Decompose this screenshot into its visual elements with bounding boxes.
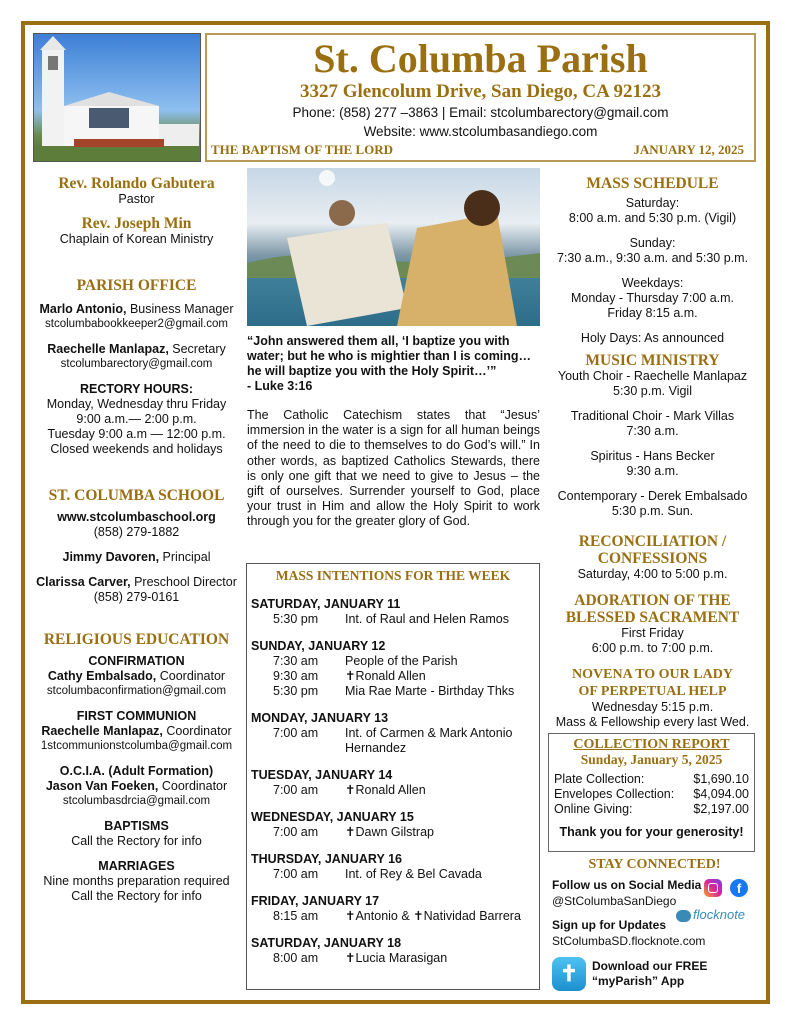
intention-time: 5:30 pm	[273, 612, 319, 626]
intention-row	[251, 951, 535, 966]
instagram-icon[interactable]	[704, 879, 722, 897]
intention-time: 8:15 am	[273, 909, 319, 923]
collection-thanks: Thank you for your generosity!	[559, 825, 744, 839]
hours-line: Closed weekends and holidays	[50, 442, 223, 456]
intention-day: THURSDAY, JANUARY 16	[251, 852, 402, 866]
schedule-line: Saturday:	[625, 196, 680, 210]
intention-time: 5:30 pm	[273, 684, 319, 698]
choir-time: 7:30 a.m.	[626, 424, 679, 438]
choir-time: 9:30 a.m.	[626, 464, 679, 478]
re-coordinator: Cathy Embalsado, Coordinator	[47, 669, 226, 683]
school-website: www.stcolumbaschool.org	[57, 510, 216, 524]
intention-row	[251, 684, 535, 699]
stay-connected-heading: STAY CONNECTED!	[588, 857, 721, 872]
pastor-role: Pastor	[118, 192, 155, 206]
app-name: “myParish” App	[592, 974, 685, 988]
collection-heading: COLLECTION REPORT	[573, 737, 730, 752]
intention-time: 7:00 am	[273, 825, 319, 839]
schedule-line: Weekdays:	[621, 276, 684, 290]
intention-time: 7:30 am	[273, 654, 319, 668]
intention-row	[251, 612, 535, 627]
principal-entry: Jimmy Davoren, Principal	[62, 550, 211, 564]
intention-text: Int. of Raul and Helen Ramos	[345, 612, 509, 626]
reconciliation-time: Saturday, 4:00 to 5:00 p.m.	[577, 567, 728, 581]
parish-name: St. Columba Parish	[313, 36, 648, 81]
app-download-label: Download our FREE	[592, 959, 708, 973]
contact-line: Phone: (858) 277 –3863 | Email: stcolumbarectory@gmail.com	[292, 105, 669, 120]
intention-time: 7:00 am	[273, 867, 319, 881]
school-phone: (858) 279-1882	[93, 525, 180, 539]
school-heading: ST. COLUMBA SCHOOL	[48, 487, 225, 504]
collection-report-box	[548, 733, 755, 852]
re-coordinator: Jason Van Foeken, Coordinator	[45, 779, 228, 793]
baptism-illustration	[247, 168, 540, 326]
right-column	[545, 175, 760, 730]
novena-heading: OF PERPETUAL HELP	[578, 684, 727, 699]
chaplain-role: Chaplain of Korean Ministry	[59, 232, 214, 246]
intention-text: ✝Dawn Gilstrap	[345, 825, 434, 839]
masthead	[205, 33, 756, 162]
re-email: stcolumbaconfirmation@gmail.com	[46, 685, 227, 697]
collection-row: Envelopes Collection: $4,094.00	[554, 787, 749, 801]
intention-text: Int. of Rey & Bel Cavada	[345, 867, 482, 881]
parish-address: 3327 Glencolum Drive, San Diego, CA 92123	[300, 81, 661, 102]
adoration-heading: ADORATION OF THE	[574, 592, 731, 609]
parish-office-heading: PARISH OFFICE	[76, 277, 197, 294]
intention-time: 7:00 am	[273, 783, 319, 797]
staff-email: stcolumbarectory@gmail.com	[60, 358, 213, 370]
signup-label: Sign up for Updates	[552, 918, 666, 932]
social-follow-label: Follow us on Social Media	[552, 878, 702, 892]
intention-row	[251, 726, 535, 756]
schedule-line: Friday 8:15 a.m.	[607, 306, 698, 320]
scripture-quote: “John answered them all, ‘I baptize you with water; but he who is mightier than I is coming… he will baptize you with the Holy Spirit…’”	[247, 334, 532, 378]
novena-info: Wednesday 5:15 p.m.	[591, 700, 714, 714]
facebook-icon[interactable]: f	[730, 879, 748, 897]
hours-line: Monday, Wednesday thru Friday	[46, 397, 227, 411]
marriages-info: Nine months preparation required	[43, 874, 230, 888]
reflection-paragraph: The Catholic Catechism states that “Jesus’ immersion in the water is a sign for all human beings of the need to die to themselves to do God’s will.” In other words, as baptized Catholics Stewards, there is only one gift that we need to give to Jesus – the gift of ourselves. Surrender yourself to God, place your trust in Him and allow the Holy Spirit to work through you for the greater glory of God.	[247, 408, 540, 529]
re-email: stcolumbasdrcia@gmail.com	[62, 795, 211, 807]
intention-day: MONDAY, JANUARY 13	[251, 711, 389, 725]
flocknote-logo: flocknote	[676, 907, 745, 923]
feast-title: THE BAPTISM OF THE LORD	[211, 142, 394, 157]
baptisms-info: Call the Rectory for info	[71, 834, 202, 848]
baptisms-heading: BAPTISMS	[104, 819, 169, 833]
adoration-info: 6:00 p.m. to 7:00 p.m.	[591, 641, 714, 655]
intention-text: ✝Ronald Allen	[345, 783, 426, 797]
intention-row	[251, 783, 535, 798]
scripture-citation: - Luke 3:16	[247, 379, 313, 393]
reconciliation-heading: CONFESSIONS	[597, 550, 708, 567]
intention-text: ✝Ronald Allen	[345, 669, 426, 683]
intention-row	[251, 669, 535, 684]
preschool-entry: Clarissa Carver, Preschool Director	[36, 575, 237, 589]
re-program-heading: CONFIRMATION	[88, 654, 185, 668]
bulletin-date: JANUARY 12, 2025	[633, 142, 744, 157]
intention-row	[251, 909, 535, 924]
intention-time: 8:00 am	[273, 951, 319, 965]
re-coordinator: Raechelle Manlapaz, Coordinator	[41, 724, 232, 738]
religious-education-heading: RELIGIOUS EDUCATION	[43, 631, 230, 648]
stay-connected	[552, 857, 757, 991]
intention-time: 9:30 am	[273, 669, 319, 683]
intention-day: WEDNESDAY, JANUARY 15	[251, 810, 414, 824]
choir-time: 5:30 p.m. Sun.	[611, 504, 694, 518]
mass-intentions-box	[246, 563, 540, 990]
intention-day: SATURDAY, JANUARY 18	[251, 936, 402, 950]
church-photo	[33, 33, 201, 162]
schedule-line: Monday - Thursday 7:00 a.m.	[570, 291, 735, 305]
staff-entry: Raechelle Manlapaz, Secretary	[47, 342, 226, 356]
schedule-line: Holy Days: As announced	[580, 331, 725, 345]
novena-heading: NOVENA TO OUR LADY	[572, 667, 733, 682]
marriages-heading: MARRIAGES	[98, 859, 175, 873]
flocknote-icon	[676, 910, 691, 922]
collection-row: Online Giving: $2,197.00	[554, 802, 749, 816]
hours-line: 9:00 a.m.— 2:00 p.m.	[76, 412, 197, 426]
intention-day: FRIDAY, JANUARY 17	[251, 894, 380, 908]
marriages-info: Call the Rectory for info	[71, 889, 202, 903]
pastor-name: Rev. Rolando Gabutera	[58, 175, 215, 192]
chaplain-name: Rev. Joseph Min	[81, 215, 192, 232]
intention-text: People of the Parish	[345, 654, 458, 668]
choir-line: Traditional Choir - Mark Villas	[570, 409, 735, 423]
adoration-info: First Friday	[621, 626, 684, 640]
intention-text: Mia Rae Marte - Birthday Thks	[345, 684, 515, 698]
choir-line: Contemporary - Derek Embalsado	[557, 489, 748, 503]
staff-entry: Marlo Antonio, Business Manager	[39, 302, 234, 316]
reconciliation-heading: RECONCILIATION /	[578, 533, 727, 550]
preschool-phone: (858) 279-0161	[93, 590, 180, 604]
schedule-line: Sunday:	[629, 236, 676, 250]
collection-date: Sunday, January 5, 2025	[580, 752, 723, 767]
website-line: Website: www.stcolumbasandiego.com	[363, 124, 598, 139]
re-program-heading: O.C.I.A. (Adult Formation)	[59, 764, 214, 778]
rectory-hours-heading: RECTORY HOURS:	[80, 382, 193, 396]
flocknote-link[interactable]: StColumbaSD.flocknote.com	[552, 934, 706, 948]
mass-intentions-heading: MASS INTENTIONS FOR THE WEEK	[275, 568, 511, 583]
intention-row	[251, 867, 535, 882]
intention-day: SUNDAY, JANUARY 12	[251, 639, 386, 653]
social-handle[interactable]: @StColumbaSanDiego	[552, 894, 677, 908]
mass-schedule-heading: MASS SCHEDULE	[586, 175, 719, 192]
choir-time: 5:30 p.m. Vigil	[613, 384, 692, 398]
re-program-heading: FIRST COMMUNION	[76, 709, 197, 723]
intention-row	[251, 654, 535, 669]
choir-line: Youth Choir - Raechelle Manlapaz	[557, 369, 748, 383]
intention-text: Int. of Carmen & Mark Antonio Hernandez	[345, 726, 513, 755]
intention-day: TUESDAY, JANUARY 14	[251, 768, 393, 782]
intention-text: ✝Lucia Marasigan	[345, 951, 448, 965]
left-column	[30, 175, 243, 904]
middle-column	[247, 168, 540, 530]
collection-row: Plate Collection: $1,690.10	[554, 772, 749, 786]
intention-time: 7:00 am	[273, 726, 319, 740]
music-ministry-heading: MUSIC MINISTRY	[585, 352, 720, 369]
schedule-line: 8:00 a.m. and 5:30 p.m. (Vigil)	[568, 211, 737, 225]
intention-row	[251, 825, 535, 840]
intention-text: ✝Antonio & ✝Natividad Barrera	[345, 909, 521, 923]
intention-day: SATURDAY, JANUARY 11	[251, 597, 401, 611]
choir-line: Spiritus - Hans Becker	[590, 449, 715, 463]
re-email: 1stcommunionstcolumba@gmail.com	[40, 740, 233, 752]
schedule-line: 7:30 a.m., 9:30 a.m. and 5:30 p.m.	[556, 251, 749, 265]
adoration-heading: BLESSED SACRAMENT	[565, 609, 740, 626]
myparish-app-icon[interactable]: ✝	[552, 957, 586, 991]
staff-email: stcolumbabookkeeper2@gmail.com	[45, 318, 228, 330]
novena-info: Mass & Fellowship every last Wed.	[555, 715, 750, 729]
hours-line: Tuesday 9:00 a.m — 12:00 p.m.	[47, 427, 226, 441]
